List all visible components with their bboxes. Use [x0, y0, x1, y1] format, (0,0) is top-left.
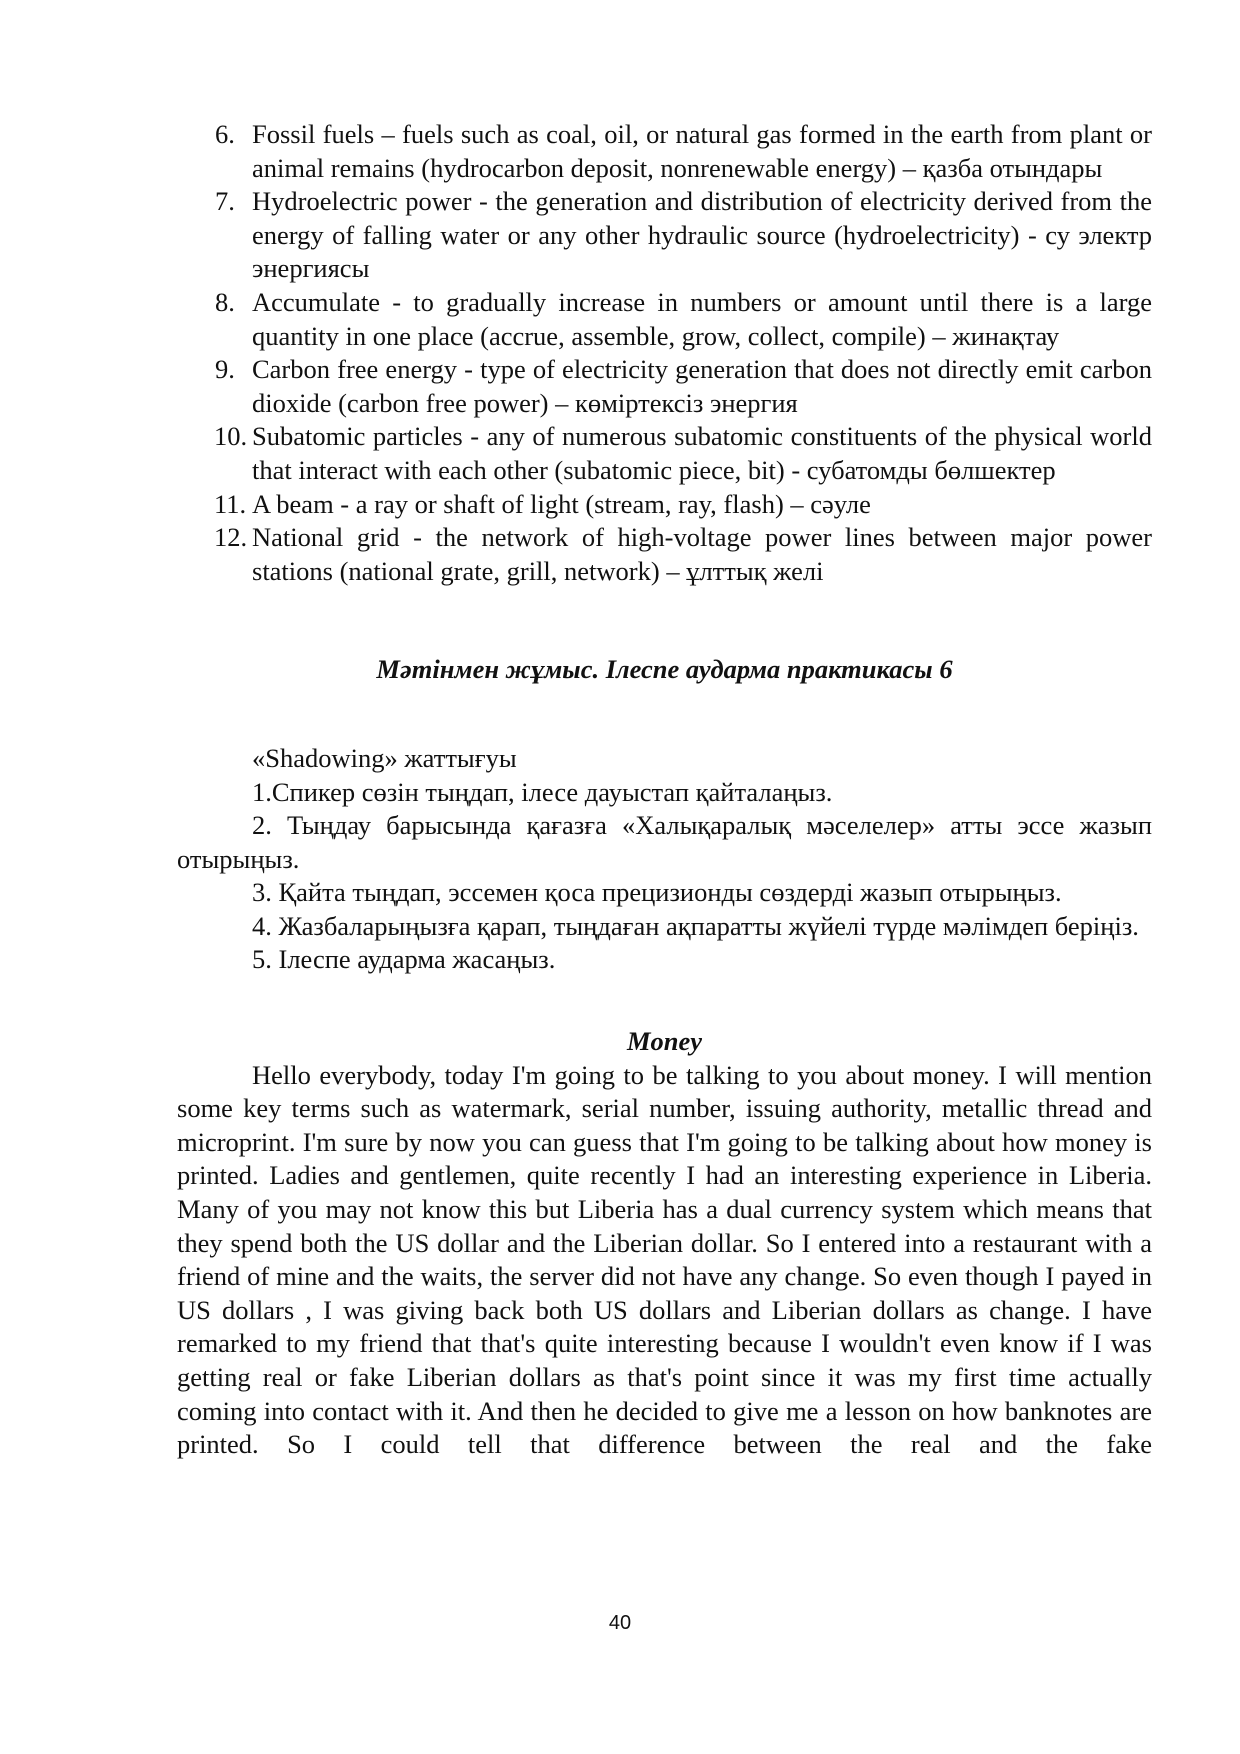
item-number: 7.: [215, 186, 235, 217]
item-number: 10.: [214, 421, 248, 452]
exercise-step: 1.Спикер сөзін тыңдап, ілесе дауыстап қайталаңыз.: [252, 776, 833, 807]
glossary-item: [177, 488, 1152, 522]
item-number: 6.: [215, 119, 235, 149]
exercise-step: 2. Тыңдау барысында қағазға «Халықаралық мәселелер» атты эссе жазып отырыңыз.: [177, 810, 1152, 874]
item-text: A beam - a ray or shaft of light (stream, ray, flash) – сәуле: [252, 488, 871, 519]
item-text: National grid - the network of high-voltage power lines between major power stations (national grate, grill, network) – ұлттық желі: [252, 522, 1152, 586]
glossary-list: [177, 118, 1152, 588]
glossary-item: [177, 118, 1152, 185]
document-page: [177, 118, 1152, 1462]
item-number: 8.: [215, 286, 235, 317]
page-number: 40: [608, 1612, 632, 1634]
item-text: Subatomic particles - any of numerous subatomic constituents of the physical world that interact with each other (subatomic piece, bit) - субатомды бөлшектер: [252, 421, 1152, 485]
money-title: Money: [626, 1026, 703, 1057]
item-text: Carbon free energy - type of electricity generation that does not directly emit carbon dioxide (carbon free power) – көміртексіз энергия: [252, 354, 1152, 418]
money-text: Hello everybody, today I'm going to be talking to you about money. I will mention some key terms such as watermark, serial number, issuing authority, metallic thread and microprint. I'm sure by now you can guess that I'm going to be talking about how money is printed. Ladies and gentlemen, quite recently I had an interesting experience in Liberia. Many of you may not know this but Liberia has a dual currency system which means that they spend both the US dollar and the Liberian dollar. So I entered into a restaurant with a friend of mine and the waits, the server did not have any change. So even though I payed in US dollars , I was giving back both US dollars and Liberian dollars as change. I have remarked to my friend that that's quite interesting because I wouldn't even know if I was getting real or fake Liberian dollars as that's point since it was my first time actually coming into contact with it. And then he decided to give me a lesson on how banknotes are printed. So I could tell that difference between the real and the fake: [177, 1059, 1152, 1460]
item-number: 11.: [214, 488, 247, 519]
glossary-item: [177, 185, 1152, 286]
exercise-step: 5. Ілеспе аударма жасаңыз.: [252, 944, 556, 975]
item-number: 12.: [214, 522, 248, 553]
glossary-item: [177, 286, 1152, 353]
exercise-title: «Shadowing» жаттығуы: [252, 742, 517, 773]
item-text: Accumulate - to gradually increase in numbers or amount until there is a large quantity in one place (accrue, assemble, grow, collect, compile) – жинақтау: [252, 286, 1152, 351]
glossary-item: [177, 353, 1152, 420]
glossary-item: [177, 420, 1152, 487]
exercise-block: [177, 742, 1152, 977]
exercise-step: 4. Жазбаларыңызға қарап, тыңдаған ақпаратты жүйелі түрде мәлімдеп беріңіз.: [252, 910, 1139, 941]
item-text: Hydroelectric power - the generation and distribution of electricity derived from the energy of falling water or any other hydraulic source (hydroelectricity) - су электр энергиясы: [252, 186, 1152, 284]
exercise-step: 3. Қайта тыңдап, эссемен қоса прецизионды сөздерді жазып отырыңыз.: [252, 877, 1062, 908]
item-number: 9.: [215, 354, 235, 385]
item-text: Fossil fuels – fuels such as coal, oil, or natural gas formed in the earth from plant or animal remains (hydrocarbon deposit, nonrenewable energy) – қазба отындары: [252, 119, 1152, 183]
glossary-item: [177, 521, 1152, 588]
section-title: Мәтінмен жұмыс. Ілеспе аударма практикасы 6: [376, 654, 953, 685]
